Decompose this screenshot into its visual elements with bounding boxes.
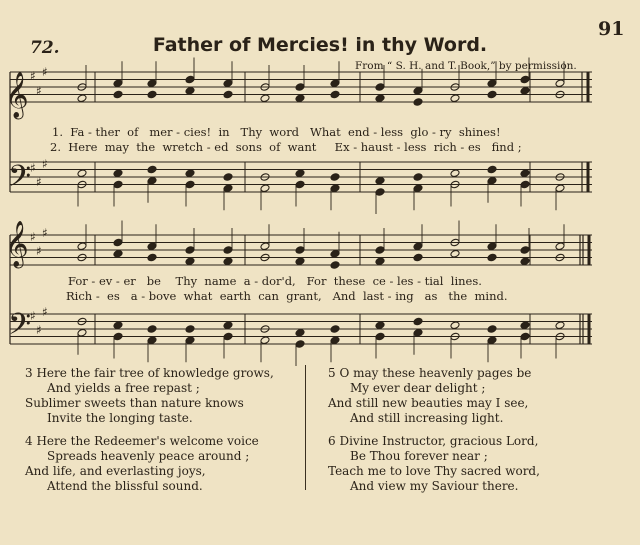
- note-head: [223, 90, 233, 99]
- note-head: [113, 79, 123, 88]
- column-divider: [305, 365, 306, 490]
- note-head: [113, 321, 123, 330]
- stanza-line: 6 Divine Instructor, gracious Lord,: [328, 434, 539, 448]
- note-head: [555, 79, 565, 88]
- note-head: [185, 86, 195, 95]
- stanza-line: Invite the longing taste.: [47, 411, 193, 425]
- stanza-line: 5 O may these heavenly pages be: [328, 366, 532, 380]
- note-head: [487, 176, 497, 185]
- note-head: [330, 325, 340, 334]
- note-head: [147, 90, 157, 99]
- hymn-number: 72.: [30, 38, 60, 58]
- note-head: [413, 253, 423, 262]
- note-head: [223, 79, 233, 88]
- note-head: [113, 90, 123, 99]
- note-head: [487, 325, 497, 334]
- stanza-line: Sublimer sweets than nature knows: [25, 396, 244, 410]
- note-head: [185, 180, 195, 189]
- lyric-line-4: Rich - es a - bove what earth can grant, And last - ing as the mind.: [66, 289, 508, 303]
- lyric-line-3: For - ev - er be Thy name a - dor'd, For these ce - les - tial lines.: [68, 274, 482, 288]
- staff-lines: [10, 72, 592, 344]
- note-head: [375, 188, 385, 197]
- note-head: [487, 253, 497, 262]
- clefs: [5, 72, 31, 349]
- note-head: [295, 340, 305, 349]
- notes: [77, 58, 565, 367]
- note-head: [295, 94, 305, 103]
- sharp: ♯: [36, 175, 42, 189]
- note-head: [450, 94, 460, 103]
- note-head: [413, 86, 423, 95]
- note-head: [450, 249, 460, 258]
- note-head: [147, 165, 157, 174]
- sharp: ♯: [36, 323, 42, 337]
- stanza-6: [328, 434, 540, 494]
- page-number: 91: [598, 18, 625, 40]
- lyric-line-2: 2. Here may the wretch - ed sons of want Ex - haust - less rich - es find ;: [50, 140, 522, 154]
- lyric-line-1: 1. Fa - ther of mer - cies! in Thy word What end - less glo - ry shines!: [52, 125, 501, 139]
- stanza-line: And still new beauties may I see,: [328, 396, 529, 410]
- note-head: [520, 169, 530, 178]
- stanza-line: My ever dear delight ;: [350, 381, 486, 395]
- sharp: ♯: [42, 226, 48, 240]
- note-head: [375, 83, 385, 92]
- note-head: [520, 257, 530, 266]
- note-head: [520, 86, 530, 95]
- treble-clef-1: 𝄞: [5, 72, 29, 118]
- note-head: [147, 336, 157, 345]
- note-head: [555, 242, 565, 251]
- note-head: [295, 257, 305, 266]
- sharp: ♯: [30, 69, 36, 83]
- note-head: [520, 180, 530, 189]
- bass-clef-1: 𝄢: [8, 160, 32, 201]
- note-head: [375, 246, 385, 255]
- note-head: [223, 321, 233, 330]
- note-head: [330, 90, 340, 99]
- note-head: [487, 242, 497, 251]
- note-head: [295, 246, 305, 255]
- note-head: [147, 242, 157, 251]
- note-head: [147, 253, 157, 262]
- note-head: [223, 184, 233, 193]
- stanza-line: Be Thou forever near ;: [350, 449, 488, 463]
- note-head: [375, 94, 385, 103]
- stanza-line: 3 Here the fair tree of knowledge grows,: [25, 366, 274, 380]
- note-head: [113, 332, 123, 341]
- note-head: [413, 328, 423, 337]
- note-head: [147, 325, 157, 334]
- stanza-line: And yields a free repast ;: [47, 381, 200, 395]
- sharp: ♯: [42, 65, 48, 79]
- note-head: [295, 169, 305, 178]
- stanza-5: [328, 366, 531, 426]
- note-head: [413, 242, 423, 251]
- note-head: [375, 332, 385, 341]
- note-head: [185, 169, 195, 178]
- note-head: [77, 242, 87, 251]
- note-head: [520, 332, 530, 341]
- sharp: ♯: [36, 244, 42, 258]
- sharp: ♯: [42, 157, 48, 171]
- note-head: [185, 246, 195, 255]
- note-head: [375, 257, 385, 266]
- note-head: [185, 325, 195, 334]
- sharp: ♯: [42, 305, 48, 319]
- note-head: [330, 261, 340, 270]
- note-head: [113, 238, 123, 247]
- stanza-4: [25, 434, 259, 494]
- note-head: [185, 75, 195, 84]
- note-head: [330, 184, 340, 193]
- note-head: [413, 184, 423, 193]
- note-head: [223, 332, 233, 341]
- bass-clef-2: 𝄢: [8, 308, 32, 349]
- note-head: [330, 336, 340, 345]
- sharp: ♯: [30, 230, 36, 244]
- note-head: [450, 321, 460, 330]
- note-head: [223, 246, 233, 255]
- note-head: [487, 165, 497, 174]
- stanza-line: And life, and everlasting joys,: [25, 464, 206, 478]
- note-head: [223, 257, 233, 266]
- note-head: [413, 173, 423, 182]
- stanza-line: And still increasing light.: [350, 411, 504, 425]
- stanza-3: [25, 366, 274, 426]
- stanza-line: Attend the blissful sound.: [47, 479, 203, 493]
- key-signatures: [30, 65, 48, 337]
- note-head: [487, 90, 497, 99]
- note-head: [555, 184, 565, 193]
- note-head: [113, 249, 123, 258]
- note-head: [330, 173, 340, 182]
- note-head: [223, 173, 233, 182]
- note-head: [555, 321, 565, 330]
- stanza-line: Spreads heavenly peace around ;: [47, 449, 250, 463]
- note-head: [450, 169, 460, 178]
- note-head: [520, 321, 530, 330]
- sharp: ♯: [36, 84, 42, 98]
- sharp: ♯: [30, 309, 36, 323]
- sharp: ♯: [30, 161, 36, 175]
- stanza-line: Teach me to love Thy sacred word,: [328, 464, 540, 478]
- note-head: [413, 98, 423, 107]
- stanza-line: 4 Here the Redeemer's welcome voice: [25, 434, 259, 448]
- note-head: [330, 249, 340, 258]
- note-head: [520, 246, 530, 255]
- note-head: [330, 79, 340, 88]
- note-head: [147, 79, 157, 88]
- note-head: [295, 180, 305, 189]
- stanza-line: And view my Saviour there.: [350, 479, 519, 493]
- note-head: [113, 180, 123, 189]
- note-head: [520, 75, 530, 84]
- note-head: [295, 328, 305, 337]
- source-credit: From “ S. H. and T. Book,” by permission.: [355, 60, 577, 72]
- note-head: [487, 336, 497, 345]
- note-head: [375, 176, 385, 185]
- note-head: [413, 317, 423, 326]
- note-head: [260, 242, 270, 251]
- note-head: [260, 184, 270, 193]
- note-head: [147, 176, 157, 185]
- note-head: [77, 94, 87, 103]
- note-head: [77, 328, 87, 337]
- note-head: [113, 169, 123, 178]
- treble-clef-2: 𝄞: [5, 221, 29, 267]
- note-head: [77, 169, 87, 178]
- note-head: [375, 321, 385, 330]
- note-head: [260, 94, 270, 103]
- note-head: [185, 336, 195, 345]
- hymn-title: Father of Mercies! in thy Word.: [152, 34, 488, 56]
- note-head: [185, 257, 195, 266]
- note-head: [487, 79, 497, 88]
- note-head: [295, 83, 305, 92]
- note-head: [260, 336, 270, 345]
